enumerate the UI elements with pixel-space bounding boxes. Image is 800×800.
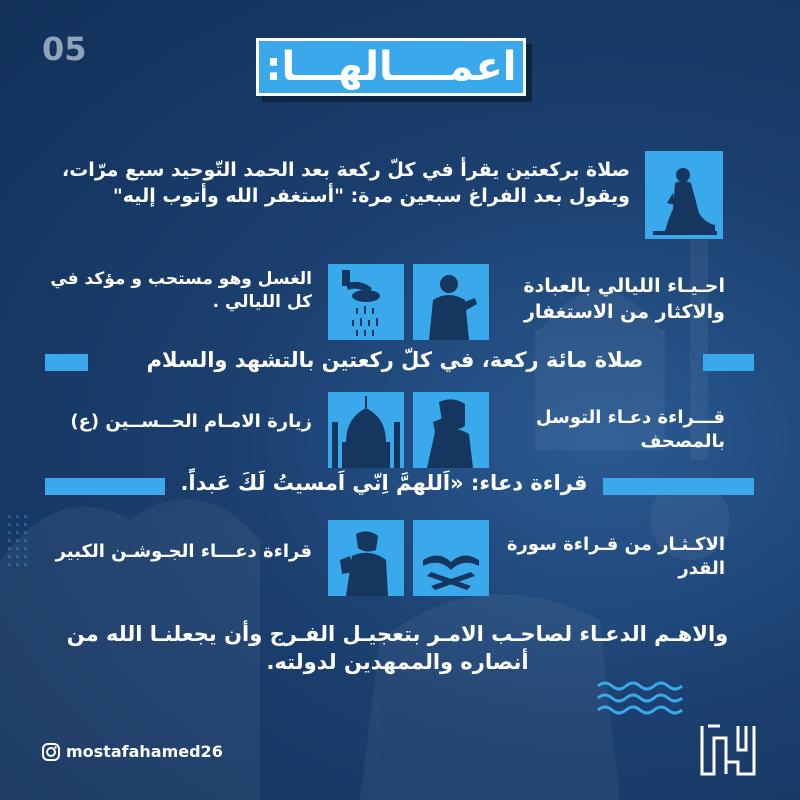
item-istighfar-prayer: صلاة بركعتين يقرأ في كلّ ركعة بعد الحمد التّوحيد سبع مرّات، ويقول بعد الفراغ سبعين مرة: "أستغفر الله وأتوب إليه" <box>62 159 630 207</box>
reading-person-icon <box>413 392 489 468</box>
item-ghusl: الغسل وهو مستحب و مؤكد في كل الليالي . <box>50 269 312 312</box>
shower-icon <box>328 264 404 340</box>
item-ziyara: زيارة الامـام الحــســين (ع) <box>70 411 312 432</box>
instagram-handle[interactable] <box>42 742 223 761</box>
accent-bar-left-2 <box>45 478 165 495</box>
item-vigil: احـيـاء الليالي بالعبادة والاكثار من الاستغفار <box>523 275 725 323</box>
calligraphy-logo-icon <box>698 722 758 778</box>
shrine-dome-icon <box>328 392 404 468</box>
accent-bar-left <box>45 354 88 371</box>
item-tawassul: قـــراءة دعـاء التوسل بالمصحف <box>536 407 725 453</box>
page-title: اعمــــالهـــا: <box>265 44 517 90</box>
closing-statement: والاهـم الدعـاء لصاحـب الامـر بتعجيـل الفـرج وأن يجعلنـا الله من أنصاره والممهدين لدولته. <box>66 622 729 675</box>
item-jawshan: قراءة دعـــاء الجـوشـن الكبير <box>55 541 312 562</box>
page-number: 05 <box>42 30 87 68</box>
kneeling-prayer-icon <box>645 151 723 239</box>
item-hundred-rakah: صلاة مائة ركعة، في كلّ ركعتين بالتشهد والسلام <box>146 348 644 372</box>
accent-bar-right-2 <box>603 478 754 495</box>
waves-decoration <box>596 678 686 718</box>
title-box <box>256 38 526 96</box>
quran-stand-icon <box>413 520 489 596</box>
item-surat-qadr: الاكـثـار من قـراءة سورة القدر <box>506 534 725 580</box>
accent-bar-right <box>703 354 754 371</box>
item-dua-amsaytu: قراءة دعاء: «اَللهمَّ اِنّي اَمسيتُ لَكَ عَبداً. <box>180 471 588 495</box>
instagram-icon <box>42 743 60 761</box>
instagram-handle-text: mostafahamed26 <box>66 742 223 761</box>
supplicating-man-icon <box>328 520 404 596</box>
praying-man-icon <box>413 264 489 340</box>
